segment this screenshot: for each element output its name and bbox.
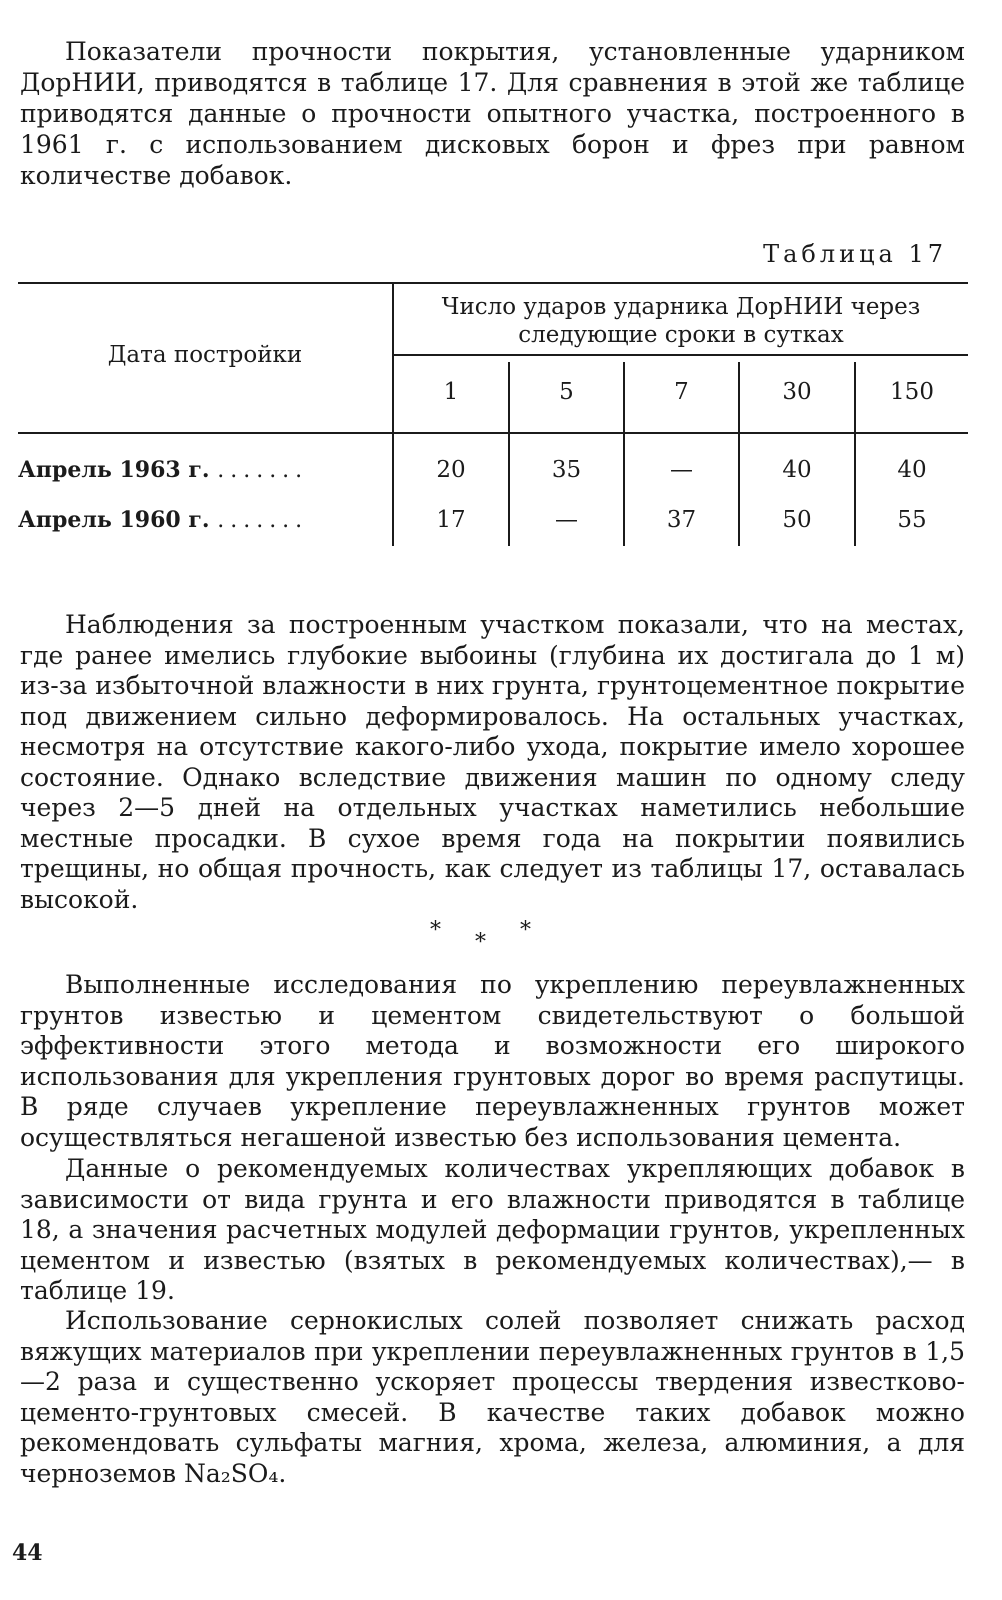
table-cell: 17 bbox=[436, 507, 466, 533]
separator-star: * bbox=[520, 918, 531, 943]
column-header: 5 bbox=[559, 379, 574, 405]
group-header-line2: следующие сроки в сутках bbox=[518, 322, 844, 348]
table-row-label: Апрель 1963 г. ....... bbox=[18, 457, 309, 483]
table-header-rule bbox=[18, 432, 968, 434]
table-cell: 35 bbox=[551, 457, 582, 483]
paragraph-observations: Наблюдения за построенным участком показали, что на местах, где ранее имелись глубокие выбоины (глубина их достигала до 1 м) из-за избыточной влажности в них грунта, грунтоцементное покрытие под движением сильно деформировалось. На остальных участках, несмотря на отсутствие какого-либо ухода, покрытие имело хорошее состояние. Однако вследствие движения машин по одному следу через 2—5 дней на отдельных участках наметились небольшие местные просадки. В сухое время года на покрытии появились трещины, но общая прочность, как следует из таблицы 17, оставалась высокой. bbox=[20, 610, 965, 914]
column-header: 150 bbox=[890, 379, 934, 405]
table-group-rule bbox=[394, 354, 968, 356]
page-number: 44 bbox=[12, 1540, 43, 1566]
table-cell: 40 bbox=[897, 457, 927, 483]
data-table bbox=[18, 282, 968, 552]
table-cell: — bbox=[555, 507, 578, 533]
table-cell: 37 bbox=[666, 507, 697, 533]
column-header: 1 bbox=[443, 379, 459, 405]
group-header-line1: Число ударов ударника ДорНИИ через bbox=[441, 294, 921, 320]
table-cell: 40 bbox=[782, 457, 812, 483]
paragraph-sulfates: Использование сернокислых солей позволяет снижать расход вяжущих материалов при укреплении переувлажненных грунтов в 1,5—2 раза и существенно ускоряет процессы твердения известково-цементо-грунтовых смесей. В качестве таких добавок можно рекомендовать сульфаты магния, хрома, железа, алюминия, а для черноземов Na₂SO₄. bbox=[20, 1306, 965, 1488]
row-header: Дата постройки bbox=[107, 342, 303, 368]
section-separator bbox=[420, 918, 560, 958]
table-row-label: Апрель 1960 г. ....... bbox=[18, 507, 309, 533]
separator-star: * bbox=[475, 930, 486, 955]
table-cell: 55 bbox=[897, 507, 927, 533]
separator-star: * bbox=[430, 918, 441, 943]
table-cell: 20 bbox=[436, 457, 466, 483]
column-header: 30 bbox=[782, 379, 812, 405]
paragraph-recommendations: Данные о рекомендуемых количествах укрепляющих добавок в зависимости от вида грунта и его влажности приводятся в таблице 18, а значения расчетных модулей деформации грунтов, укрепленных цементом и известью (взятых в рекомендуемых количествах),— в таблице 19. bbox=[20, 1154, 965, 1305]
table-cell: 50 bbox=[782, 507, 812, 533]
paragraph-research: Выполненные исследования по укреплению переувлажненных грунтов известью и цементом свидетельствуют о большой эффективности этого метода и возможности его широкого использования для укрепления грунтовых дорог во время распутицы. В ряде случаев укрепление переувлажненных грунтов может осуществляться негашеной известью без использования цемента. bbox=[20, 970, 965, 1152]
table-cell: — bbox=[670, 457, 693, 483]
table-top-rule bbox=[18, 282, 968, 284]
column-header: 7 bbox=[674, 379, 689, 405]
paragraph-intro: Показатели прочности покрытия, установленные ударником ДорНИИ, приводятся в таблице 17. Для сравнения в этой же таблице приводятся данные о прочности опытного участка, построенного в 1961 г. с использованием дисковых борон и фрез при равном количестве добавок. bbox=[20, 37, 965, 190]
table-caption: Таблица 17 bbox=[763, 240, 947, 268]
